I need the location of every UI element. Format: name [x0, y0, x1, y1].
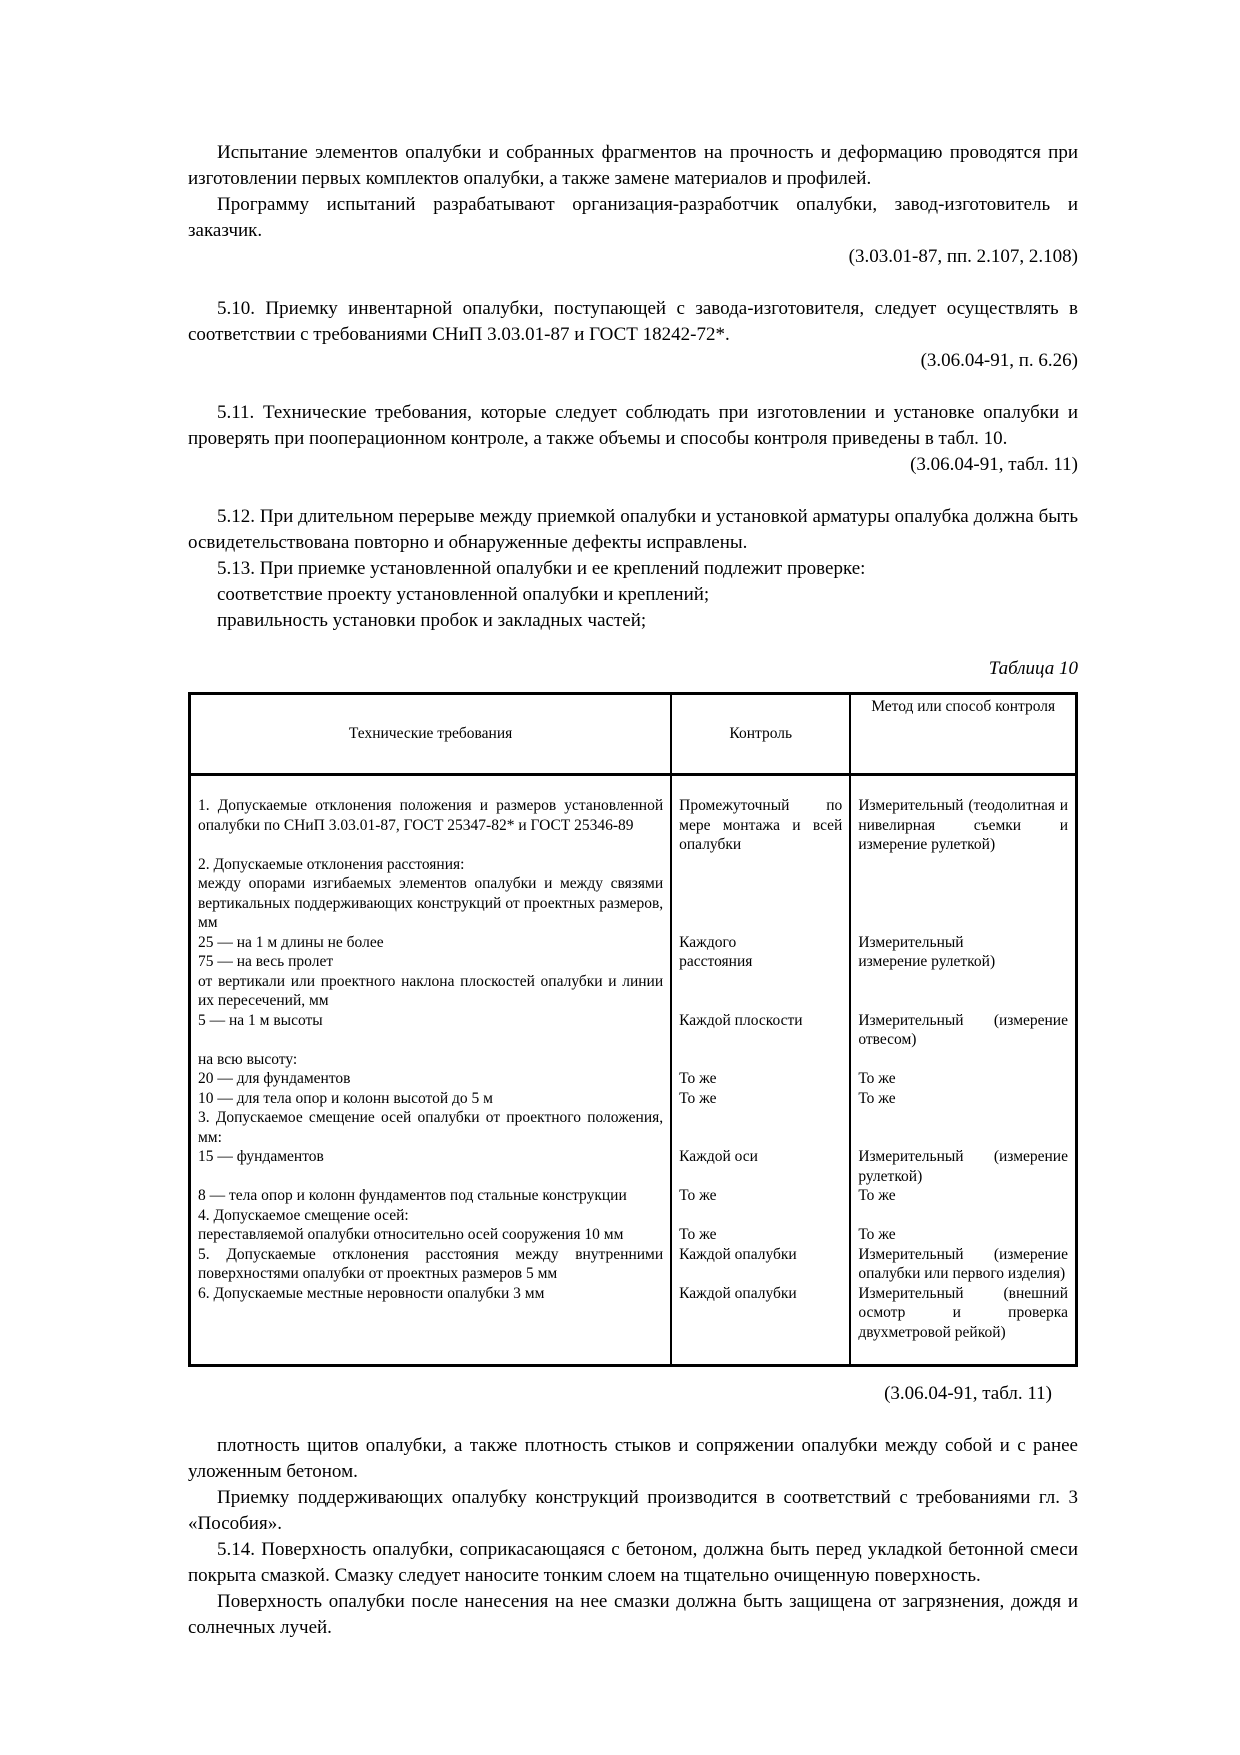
table-row [190, 933, 1077, 953]
table-cell: Измерительный [850, 933, 1076, 953]
table-row [190, 1186, 1077, 1206]
table-row [190, 874, 1077, 933]
paragraph-density: плотность щитов опалубки, а также плотность стыков и сопряжении опалубки между собой и с ранее уложенным бетоном. [188, 1435, 1078, 1482]
column-header-control: Контроль [671, 694, 850, 775]
paragraph-5-13-item-2: правильность установки пробок и закладных частей; [217, 610, 647, 631]
table-cell: 5. Допускаемые отклонения расстояния между внутренними поверхностями опалубки от проектных размеров 5 мм [198, 1245, 664, 1282]
table-cell: 75 — на весь пролет [198, 953, 334, 970]
table-cell: 5 — на 1 м высоты [198, 1011, 323, 1029]
table-cell: То же [671, 1186, 850, 1206]
table-cell: Измерительный (измерение рулеткой) [850, 1147, 1076, 1186]
table-cell: То же [850, 1225, 1076, 1245]
table-cell: Каждой оси [671, 1147, 850, 1186]
table-cell: 20 — для фундаментов [198, 1070, 351, 1087]
table-cell: 15 — фундаментов [198, 1148, 324, 1165]
paragraph-program: Программу испытаний разрабатывают организация-разработчик опалубки, завод-изготовитель и заказчик. [188, 194, 1078, 241]
table-header-row [190, 694, 1077, 775]
table-cell: измерение рулеткой) [850, 952, 1076, 972]
table-row [190, 1147, 1077, 1186]
table-row [190, 972, 1077, 1011]
paragraph-5-13: 5.13. При приемке установленной опалубки и ее креплений подлежит проверке: [217, 558, 866, 579]
table-row [190, 1206, 1077, 1226]
table-row [190, 1225, 1077, 1245]
table-row [190, 1011, 1077, 1050]
table-cell: Промежуточный по мере монтажа и всей опалубки [671, 775, 850, 855]
table-cell: 25 — на 1 м длины не более [198, 933, 384, 951]
table-cell: То же [850, 1089, 1076, 1109]
paragraph-5-11: 5.11. Технические требования, которые следует соблюдать при изготовлении и установке опалубки и проверять при пооперационном контроле, а также объемы и способы контроля приведены в табл. 10. [188, 402, 1078, 449]
table-row [190, 1050, 1077, 1070]
table-cell: Каждой опалубки [671, 1245, 850, 1284]
table-cell: То же [850, 1186, 1076, 1206]
table-cell: расстояния [671, 952, 850, 972]
table-cell: Каждой плоскости [671, 1011, 850, 1050]
table-cell: Измерительный (измерение опалубки или первого изделия) [850, 1245, 1076, 1284]
citation-reference-1: (3.03.01-87, пп. 2.107, 2.108) [848, 246, 1078, 267]
citation-reference-4: (3.06.04-91, табл. 11) [884, 1383, 1052, 1404]
table-cell [671, 1108, 850, 1147]
table-cell: 6. Допускаемые местные неровности опалубки 3 мм [198, 1284, 545, 1302]
table-row [190, 1069, 1077, 1089]
table-cell: на всю высоту: [198, 1050, 298, 1068]
table-cell [671, 1206, 850, 1226]
citation-reference-2: (3.06.04-91, п. 6.26) [920, 350, 1078, 371]
table-cell [850, 1206, 1076, 1226]
paragraph-surface-protection: Поверхность опалубки после нанесения на нее смазки должна быть защищена от загрязнения, дождя и солнечных лучей. [188, 1591, 1078, 1638]
table-row [190, 1284, 1077, 1366]
table-10 [188, 692, 1078, 1367]
paragraph-testing: Испытание элементов опалубки и собранных фрагментов на прочность и деформацию проводятся при изготовлении первых комплектов опалубки, а также замене материалов и профилей. [188, 142, 1078, 189]
table-cell: Каждой опалубки [671, 1284, 850, 1366]
table-cell [850, 1108, 1076, 1147]
table-cell: между опорами изгибаемых элементов опалубки и между связями вертикальных поддерживающих конструкций от проектных размеров, мм [198, 875, 664, 931]
table-cell: То же [850, 1069, 1076, 1089]
table-cell: от вертикали или проектного наклона плоскостей опалубки и линии их пересечений, мм [198, 972, 664, 1009]
table-cell: 4. Допускаемое смещение осей: [198, 1206, 409, 1224]
table-cell: То же [671, 1225, 850, 1245]
table-cell [850, 1050, 1076, 1070]
table-row [190, 1245, 1077, 1284]
table-cell [671, 874, 850, 933]
table-row [190, 1108, 1077, 1147]
table-cell: Каждого [671, 933, 850, 953]
table-row [190, 952, 1077, 972]
table-cell: 8 — тела опор и колонн фундаментов под стальные конструкции [198, 1187, 627, 1204]
table-cell [671, 1050, 850, 1070]
paragraph-5-10: 5.10. Приемку инвентарной опалубки, поступающей с завода-изготовителя, следует осуществлять в соответствии с требованиями СНиП 3.03.01-87 и ГОСТ 18242-72*. [188, 298, 1078, 345]
table-cell [850, 874, 1076, 933]
citation-reference-3: (3.06.04-91, табл. 11) [910, 454, 1078, 475]
paragraph-5-14: 5.14. Поверхность опалубки, соприкасающаяся с бетоном, должна быть перед укладкой бетонной смеси покрыта смазкой. Смазку следует наносите тонким слоем на тщательно очищенную поверхность. [188, 1539, 1078, 1586]
table-row [190, 1089, 1077, 1109]
table-cell: То же [671, 1069, 850, 1089]
table-cell: 10 — для тела опор и колонн высотой до 5 м [198, 1089, 493, 1107]
table-cell [671, 972, 850, 1011]
table-cell: То же [671, 1089, 850, 1109]
table-row [190, 855, 1077, 875]
table-cell: Измерительный (теодолитная и нивелирная съемки и измерение рулеткой) [850, 775, 1076, 855]
table-cell: переставляемой опалубки относительно осей сооружения 10 мм [198, 1226, 624, 1243]
table-cell [850, 972, 1076, 1011]
table-row [190, 775, 1077, 855]
table-cell [850, 855, 1076, 875]
table-cell [671, 855, 850, 875]
table-cell: Измерительный (внешний осмотр и проверка двухметровой рейкой) [850, 1284, 1076, 1366]
column-header-method: Метод или способ контроля [850, 694, 1076, 775]
column-header-requirements: Технические требования [190, 694, 672, 775]
table-cell: Измерительный (измерение отвесом) [850, 1011, 1076, 1050]
table-cell: 3. Допускаемое смещение осей опалубки от проектного положения, мм: [198, 1109, 664, 1146]
table-cell: 1. Допускаемые отклонения положения и размеров установленной опалубки по СНиП 3.03.01-87, ГОСТ 25347-82* и ГОСТ 25346-89 [198, 797, 664, 834]
table-cell: 2. Допускаемые отклонения расстояния: [198, 855, 465, 873]
table-caption: Таблица 10 [988, 658, 1078, 679]
paragraph-5-12: 5.12. При длительном перерыве между приемкой опалубки и установкой арматуры опалубка должна быть освидетельствована повторно и обнаруженные дефекты исправлены. [188, 506, 1078, 553]
paragraph-5-13-item-1: соответствие проекту установленной опалубки и креплений; [217, 584, 710, 605]
paragraph-support-acceptance: Приемку поддерживающих опалубку конструкций производится в соответствий с требованиями гл. 3 «Пособия». [188, 1487, 1078, 1534]
